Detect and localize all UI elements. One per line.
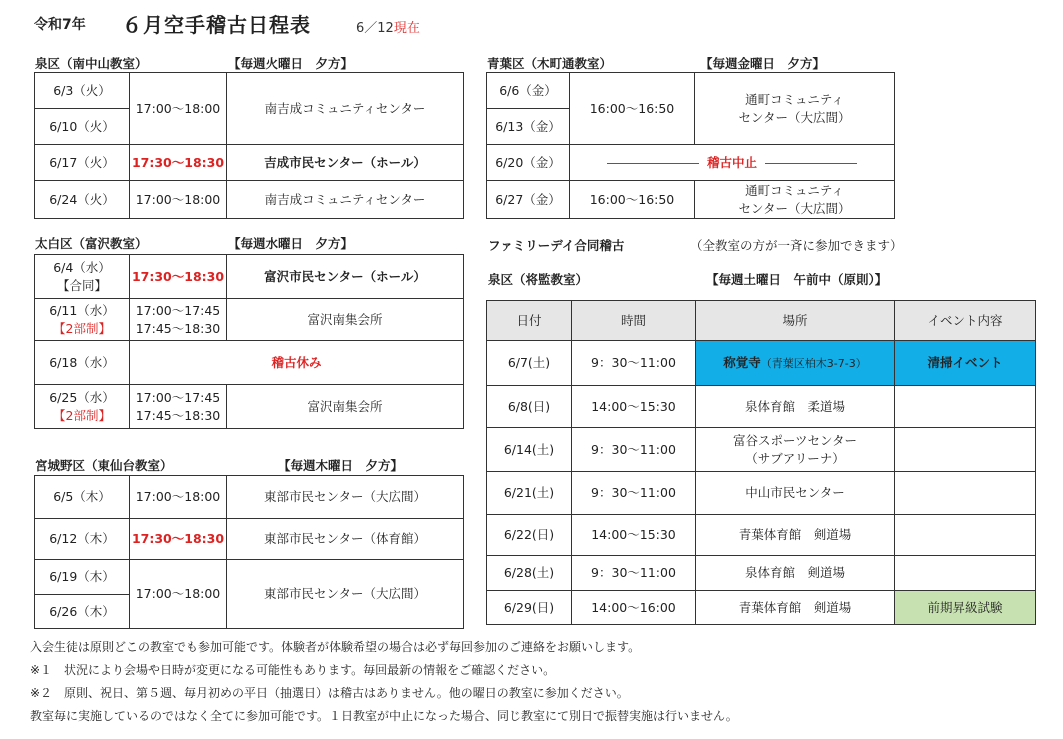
izumi-date-3: 6/17（火） bbox=[35, 145, 130, 181]
footer-note-2: ※１ 状況により会場や日時が変更になる可能性もあります。毎回最新の情報をご確認ください。 bbox=[30, 663, 556, 677]
aoba-place-1b: センター（大広間） bbox=[738, 109, 851, 125]
aoba-schedule-table bbox=[486, 72, 895, 219]
taihaku-date-1-tag: 【合同】 bbox=[56, 277, 107, 293]
taihaku-date-3: 6/18（水） bbox=[35, 341, 130, 385]
taihaku-time-1: 17:30〜18:30 bbox=[130, 255, 227, 299]
miyagino-place-1: 東部市民センター（大広間） bbox=[227, 476, 464, 519]
miyagino-schedule-table bbox=[34, 475, 464, 629]
shokan-place-7: 青葉体育館 剣道場 bbox=[696, 591, 895, 625]
shokan-time-1: 9：30〜11:00 bbox=[572, 341, 696, 386]
taihaku-time-4b: 17:45〜18:30 bbox=[135, 407, 221, 423]
shokan-event-5 bbox=[895, 515, 1036, 556]
shokan-place-3 bbox=[696, 428, 895, 472]
miyagino-time-1: 17:00〜18:00 bbox=[130, 476, 227, 519]
shokan-place-3a: 富谷スポーツセンター bbox=[732, 432, 857, 448]
shokan-date-4: 6/21(土) bbox=[487, 472, 572, 515]
header-date: 日付 bbox=[487, 301, 572, 341]
aoba-cancel-notice bbox=[570, 145, 895, 181]
shokan-event-3 bbox=[895, 428, 1036, 472]
miyagino-date-4: 6/26（木） bbox=[35, 595, 130, 629]
izumi-time-4: 17:00〜18:00 bbox=[130, 181, 227, 219]
miyagino-place-3: 東部市民センター（大広間） bbox=[227, 560, 464, 629]
aoba-place-1a: 通町コミュニティ bbox=[745, 91, 844, 107]
izumi-schedule-table bbox=[34, 72, 464, 219]
as-of-date bbox=[356, 17, 420, 36]
taihaku-time-2a: 17:00〜17:45 bbox=[135, 302, 221, 318]
shokan-time-2: 14:00〜15:30 bbox=[572, 386, 696, 428]
izumi-date-1: 6/3（火） bbox=[35, 73, 130, 109]
miyagino-place-2: 東部市民センター（体育館） bbox=[227, 519, 464, 560]
shokan-date-6: 6/28(土) bbox=[487, 556, 572, 591]
shokan-time-3: 9：30〜11:00 bbox=[572, 428, 696, 472]
era-label: 令和7年 bbox=[34, 17, 86, 33]
taihaku-date-4-day: 6/25（水） bbox=[49, 389, 115, 405]
shokan-date-2: 6/8(日) bbox=[487, 386, 572, 428]
shokan-place-3b: （サブアリーナ） bbox=[745, 450, 845, 466]
izumi-date-2: 6/10（火） bbox=[35, 109, 130, 145]
shokan-place-2: 泉体育館 柔道場 bbox=[696, 386, 895, 428]
footer-note-4: 教室毎に実施しているのではなく全てに参加可能です。１日教室が中止になった場合、同じ教室にて別日で振替実施は行いません。 bbox=[30, 709, 738, 723]
aoba-place-1 bbox=[695, 73, 895, 145]
taihaku-date-4 bbox=[35, 385, 130, 429]
cancel-line-right bbox=[765, 163, 857, 164]
taihaku-date-2 bbox=[35, 299, 130, 341]
shokan-date-7: 6/29(日) bbox=[487, 591, 572, 625]
shokan-time-5: 14:00〜15:30 bbox=[572, 515, 696, 556]
izumi-time-3: 17:30〜18:30 bbox=[130, 145, 227, 181]
taihaku-place-1: 富沢市民センター（ホール） bbox=[227, 255, 464, 299]
aoba-date-2: 6/13（金） bbox=[487, 109, 570, 145]
taihaku-section-title: 太白区（富沢教室） bbox=[35, 236, 148, 251]
shokan-time-6: 9：30〜11:00 bbox=[572, 556, 696, 591]
family-day-title: ファミリーデイ合同稽古 bbox=[488, 238, 625, 253]
family-day-note: （全教室の方が一斉に参加できます） bbox=[690, 238, 903, 253]
shokan-event-6 bbox=[895, 556, 1036, 591]
aoba-date-4: 6/27（金） bbox=[487, 181, 570, 219]
shokan-place-4: 中山市民センター bbox=[696, 472, 895, 515]
miyagino-section-note: 【毎週木曜日 夕方】 bbox=[278, 458, 404, 473]
shokan-date-1: 6/7(土) bbox=[487, 341, 572, 386]
shokan-time-7: 14:00〜16:00 bbox=[572, 591, 696, 625]
header-event: イベント内容 bbox=[895, 301, 1036, 341]
footer-note-3: ※２ 原則、祝日、第５週、毎月初めの平日（抽選日）は稽古はありません。他の曜日の教室に参加ください。 bbox=[30, 686, 629, 700]
miyagino-time-2: 17:30〜18:30 bbox=[130, 519, 227, 560]
izumi-place-1: 南吉成コミュニティセンター bbox=[227, 73, 464, 145]
shokan-place-1-name: 称覚寺 bbox=[723, 354, 761, 370]
taihaku-date-1-day: 6/4（水） bbox=[53, 259, 111, 275]
shokan-place-5: 青葉体育館 剣道場 bbox=[696, 515, 895, 556]
as-of-suffix: 現在 bbox=[393, 21, 420, 36]
shokan-event-7: 前期昇級試験 bbox=[895, 591, 1036, 625]
taihaku-place-2: 富沢南集会所 bbox=[227, 299, 464, 341]
taihaku-place-4: 富沢南集会所 bbox=[227, 385, 464, 429]
aoba-section-title: 青葉区（木町通教室） bbox=[487, 56, 613, 71]
izumi-section-note: 【毎週火曜日 夕方】 bbox=[228, 56, 354, 71]
taihaku-time-4a: 17:00〜17:45 bbox=[135, 389, 221, 405]
izumi-time-1: 17:00〜18:00 bbox=[130, 73, 227, 145]
shokan-schedule-table bbox=[486, 300, 1036, 625]
taihaku-date-1 bbox=[35, 255, 130, 299]
miyagino-date-1: 6/5（木） bbox=[35, 476, 130, 519]
shokan-section-note: 【毎週土曜日 午前中（原則）】 bbox=[706, 272, 888, 287]
taihaku-rest-notice: 稽古休み bbox=[130, 341, 464, 385]
shokan-date-3: 6/14(土) bbox=[487, 428, 572, 472]
cancel-line-left bbox=[607, 163, 699, 164]
taihaku-section-note: 【毎週水曜日 夕方】 bbox=[228, 236, 354, 251]
footer-note-1: 入会生徒は原則どこの教室でも参加可能です。体験者が体験希望の場合は必ず毎回参加のご連絡をお願いします。 bbox=[30, 640, 641, 654]
taihaku-date-2-tag: 【2部制】 bbox=[53, 320, 111, 336]
taihaku-schedule-table bbox=[34, 254, 464, 429]
izumi-place-4: 南吉成コミュニティセンター bbox=[227, 181, 464, 219]
aoba-date-3: 6/20（金） bbox=[487, 145, 570, 181]
miyagino-time-3: 17:00〜18:00 bbox=[130, 560, 227, 629]
aoba-place-4a: 通町コミュニティ bbox=[745, 182, 844, 198]
aoba-time-4: 16:00〜16:50 bbox=[570, 181, 695, 219]
aoba-place-4 bbox=[695, 181, 895, 219]
shokan-event-4 bbox=[895, 472, 1036, 515]
shokan-date-5: 6/22(日) bbox=[487, 515, 572, 556]
header-time: 時間 bbox=[572, 301, 696, 341]
taihaku-time-2 bbox=[130, 299, 227, 341]
miyagino-section-title: 宮城野区（東仙台教室） bbox=[35, 458, 173, 473]
shokan-place-1 bbox=[696, 341, 895, 386]
shokan-place-1-address: （青葉区柏木3-7-3） bbox=[760, 356, 867, 370]
miyagino-date-2: 6/12（木） bbox=[35, 519, 130, 560]
izumi-place-3: 吉成市民センター（ホール） bbox=[227, 145, 464, 181]
shokan-place-6: 泉体育館 剣道場 bbox=[696, 556, 895, 591]
izumi-section-title: 泉区（南中山教室） bbox=[35, 56, 148, 71]
header-place: 場所 bbox=[696, 301, 895, 341]
shokan-time-4: 9：30〜11:00 bbox=[572, 472, 696, 515]
taihaku-time-2b: 17:45〜18:30 bbox=[135, 320, 221, 336]
shokan-event-2 bbox=[895, 386, 1036, 428]
aoba-section-note: 【毎週金曜日 夕方】 bbox=[700, 56, 826, 71]
as-of-date-value: 6／12 bbox=[356, 21, 394, 36]
aoba-date-1: 6/6（金） bbox=[487, 73, 570, 109]
page-title: ６月空手稽古日程表 bbox=[122, 13, 311, 37]
aoba-cancel-text: 稽古中止 bbox=[706, 154, 757, 170]
izumi-date-4: 6/24（火） bbox=[35, 181, 130, 219]
miyagino-date-3: 6/19（木） bbox=[35, 560, 130, 595]
shokan-event-1: 清掃イベント bbox=[895, 341, 1036, 386]
taihaku-date-4-tag: 【2部制】 bbox=[53, 407, 111, 423]
aoba-place-4b: センター（大広間） bbox=[738, 200, 851, 216]
aoba-time-1: 16:00〜16:50 bbox=[570, 73, 695, 145]
taihaku-time-4 bbox=[130, 385, 227, 429]
shokan-section-title: 泉区（将監教室） bbox=[488, 272, 589, 287]
taihaku-date-2-day: 6/11（水） bbox=[49, 302, 115, 318]
